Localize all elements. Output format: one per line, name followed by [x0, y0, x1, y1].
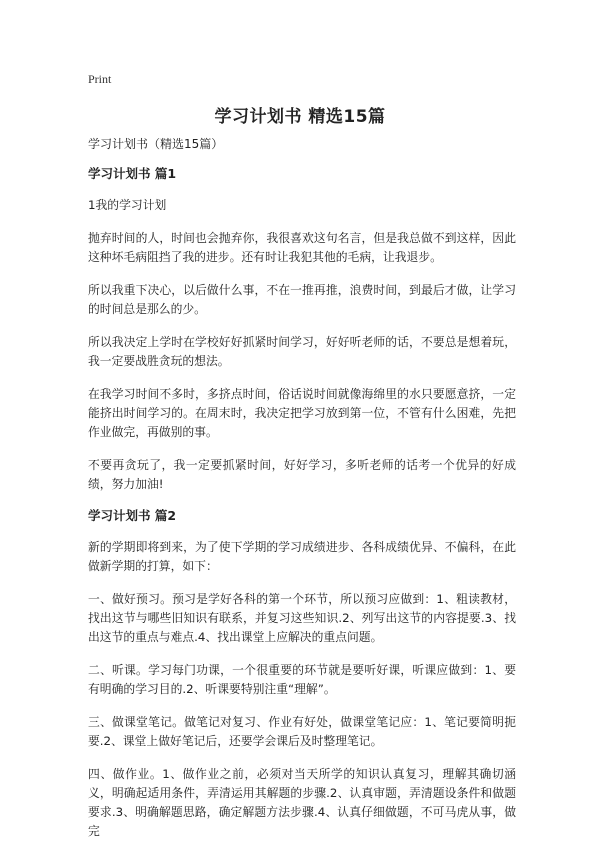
paragraph: 四、做作业。1、做作业之前，必须对当天所学的知识认真复习，理解其确切涵义，明确起适用条件，弄清运用其解题的步骤.2、认真审题，弄清题设条件和做题要求.3、明确解题思路，确定解题方法步骤.4、认真仔细做题，不可马虎从事，做完 [88, 767, 516, 838]
section-heading: 学习计划书 篇2 [88, 508, 177, 523]
paragraph: 一、做好预习。预习是学好各科的第一个环节，所以预习应做到：1、粗读教材，找出这节与哪些旧知识有联系，并复习这些知识.2、列写出这节的内容提要.3、找出这节的重点与难点.4、找出课堂上应解决的重点问题。 [88, 592, 516, 644]
paragraph: 所以我重下决心，以后做什么事，不在一推再推，浪费时间，到最后才做，让学习的时间总是那么的少。 [88, 283, 516, 316]
paragraph: 新的学期即将到来，为了使下学期的学习成绩进步、各科成绩优异、不偏科，在此做新学期的打算，如下： [88, 540, 516, 573]
paragraph: 所以我决定上学时在学校好好抓紧时间学习，好好听老师的话，不要总是想着玩，我一定要战胜贪玩的想法。 [88, 335, 516, 368]
document-subtitle: 学习计划书（精选15篇） [88, 137, 224, 151]
paragraph: 抛弃时间的人，时间也会抛弃你，我很喜欢这句名言，但是我总做不到这样，因此这种坏毛病阻挡了我的进步。还有时让我犯其他的毛病，让我退步。 [88, 231, 516, 264]
paragraph: 在我学习时间不多时，多挤点时间，俗话说时间就像海绵里的水只要愿意挤，一定能挤出时间学习的。在周末时，我决定把学习放到第一位，不管有什么困难，先把作业做完，再做别的事。 [88, 387, 516, 439]
paragraph: 三、做课堂笔记。做笔记对复习、作业有好处，做课堂笔记应：1、笔记要简明扼要.2、课堂上做好笔记后，还要学会课后及时整理笔记。 [88, 715, 516, 748]
document-body [88, 136, 516, 855]
print-link[interactable]: Print [88, 72, 112, 86]
page-title: 学习计划书 精选15篇 [214, 107, 386, 127]
paragraph: 1我的学习计划 [88, 198, 167, 212]
paragraph: 不要再贪玩了，我一定要抓紧时间，好好学习，多听老师的话考一个优异的好成绩，努力加油! [88, 458, 516, 491]
paragraph: 二、听课。学习每门功课，一个很重要的环节就是要听好课，听课应做到：1、要有明确的学习目的.2、听课要特别注重“理解”。 [88, 663, 516, 696]
section-heading: 学习计划书 篇1 [88, 166, 177, 181]
